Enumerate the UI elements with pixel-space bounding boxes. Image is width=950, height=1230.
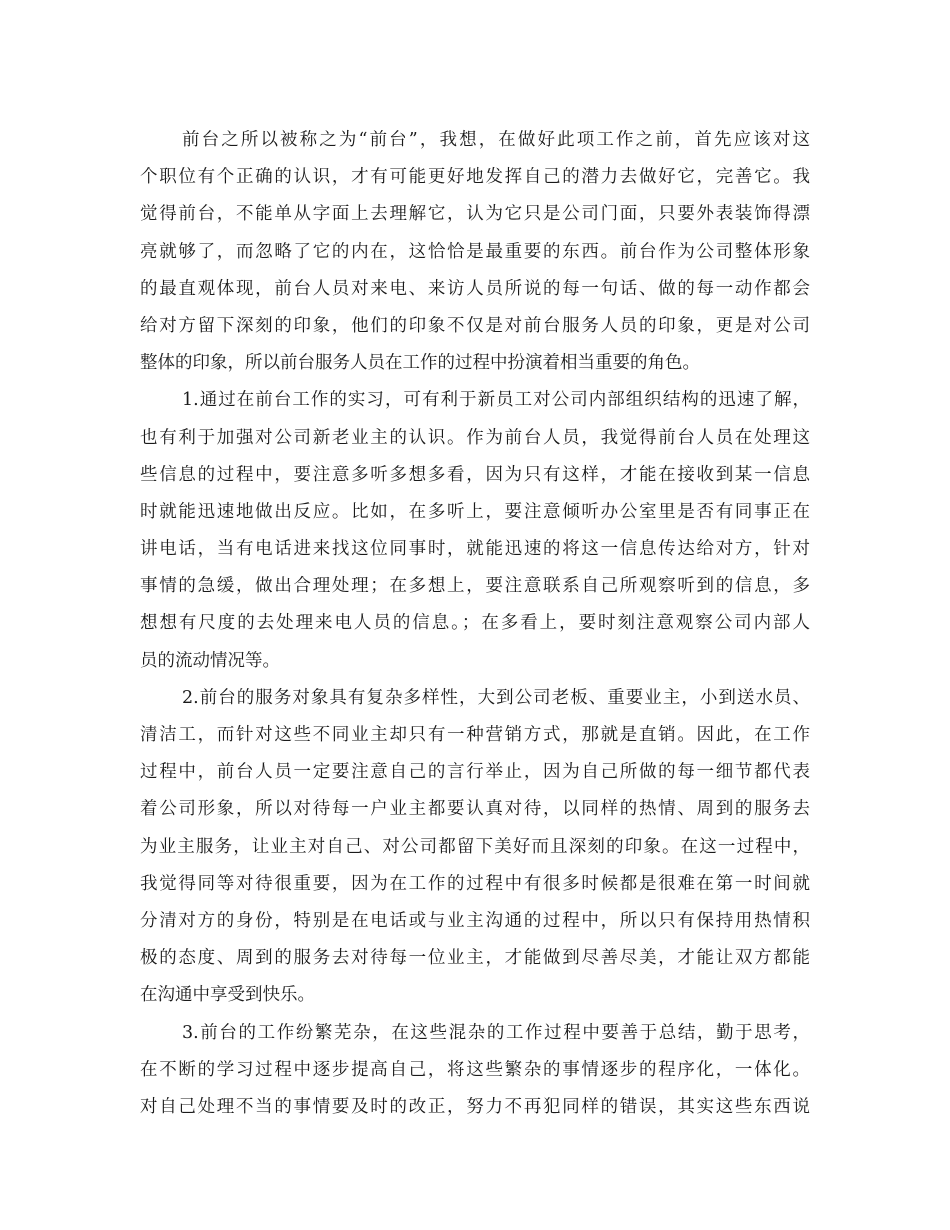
text-line: 在不断的学习过程中逐步提高自己，将这些繁杂的事情逐步的程序化，一体化。	[140, 1059, 810, 1080]
text-line: 我觉得同等对待很重要，因为在工作的过程中有很多时候都是很难在第一时间就	[140, 873, 810, 894]
text-line: 整体的印象，所以前台服务人员在工作的过程中扮演着相当重要的角色。	[140, 353, 700, 374]
text-line: 极的态度、周到的服务去对待每一位业主，才能做到尽善尽美，才能让双方都能	[140, 948, 810, 969]
text-line: 过程中，前台人员一定要注意自己的言行举止，因为自己所做的每一细节都代表	[140, 762, 810, 783]
text-line: 给对方留下深刻的印象，他们的印象不仅是对前台服务人员的印象，更是对公司	[140, 315, 810, 336]
paragraph-intro	[140, 122, 810, 382]
text-line: 3.前台的工作纷繁芜杂，在这些混杂的工作过程中要善于总结，勤于思考，	[182, 1022, 810, 1043]
text-line: 着公司形象，所以对待每一户业主都要认真对待，以同样的热情、周到的服务去	[140, 799, 810, 820]
text-line: 觉得前台，不能单从字面上去理解它，认为它只是公司门面，只要外表装饰得漂	[140, 204, 810, 225]
text-line: 1.通过在前台工作的实习，可有利于新员工对公司内部组织结构的迅速了解，	[182, 390, 810, 411]
text-line: 的最直观体现，前台人员对来电、来访人员所说的每一句话、做的每一动作都会	[140, 278, 810, 299]
text-line: 对自己处理不当的事情要及时的改正，努力不再犯同样的错误，其实这些东西说	[140, 1096, 810, 1117]
text-line: 分清对方的身份，特别是在电话或与业主沟通的过程中，所以只有保持用热情积	[140, 910, 810, 931]
text-line: 前台之所以被称之为“前台”，我想，在做好此项工作之前，首先应该对这	[182, 130, 810, 150]
document-body	[140, 122, 810, 1126]
text-line: 员的流动情况等。	[140, 650, 280, 671]
text-line: 也有利于加强对公司新老业主的认识。作为前台人员，我觉得前台人员在处理这	[140, 427, 810, 448]
text-line: 2.前台的服务对象具有复杂多样性，大到公司老板、重要业主，小到送水员、	[182, 687, 810, 708]
paragraph-point-1	[140, 382, 810, 680]
text-line: 个职位有个正确的认识，才有可能更好地发挥自己的潜力去做好它，完善它。我	[140, 167, 810, 188]
text-line: 讲电话，当有电话进来找这位同事时，就能迅速的将这一信息传达给对方，针对	[140, 539, 810, 560]
text-line: 清洁工，而针对这些不同业主却只有一种营销方式，那就是直销。因此，在工作	[140, 725, 810, 745]
text-line: 亮就够了，而忽略了它的内在，这恰恰是最重要的东西。前台作为公司整体形象	[140, 241, 810, 262]
text-line: 想想有尺度的去处理来电人员的信息。；在多看上，要时刻注意观察公司内部人	[140, 613, 810, 634]
text-line: 在沟通中享受到快乐。	[140, 985, 315, 1006]
paragraph-point-2	[140, 680, 810, 1015]
paragraph-point-3	[140, 1015, 810, 1127]
text-line: 时就能迅速地做出反应。比如，在多听上，要注意倾听办公室里是否有同事正在	[140, 501, 810, 522]
text-line: 些信息的过程中，要注意多听多想多看，因为只有这样，才能在接收到某一信息	[140, 464, 810, 485]
text-line: 为业主服务，让业主对自己、对公司都留下美好而且深刻的印象。在这一过程中，	[140, 836, 810, 857]
text-line: 事情的急缓，做出合理处理；在多想上，要注意联系自己所观察听到的信息，多	[140, 576, 810, 597]
